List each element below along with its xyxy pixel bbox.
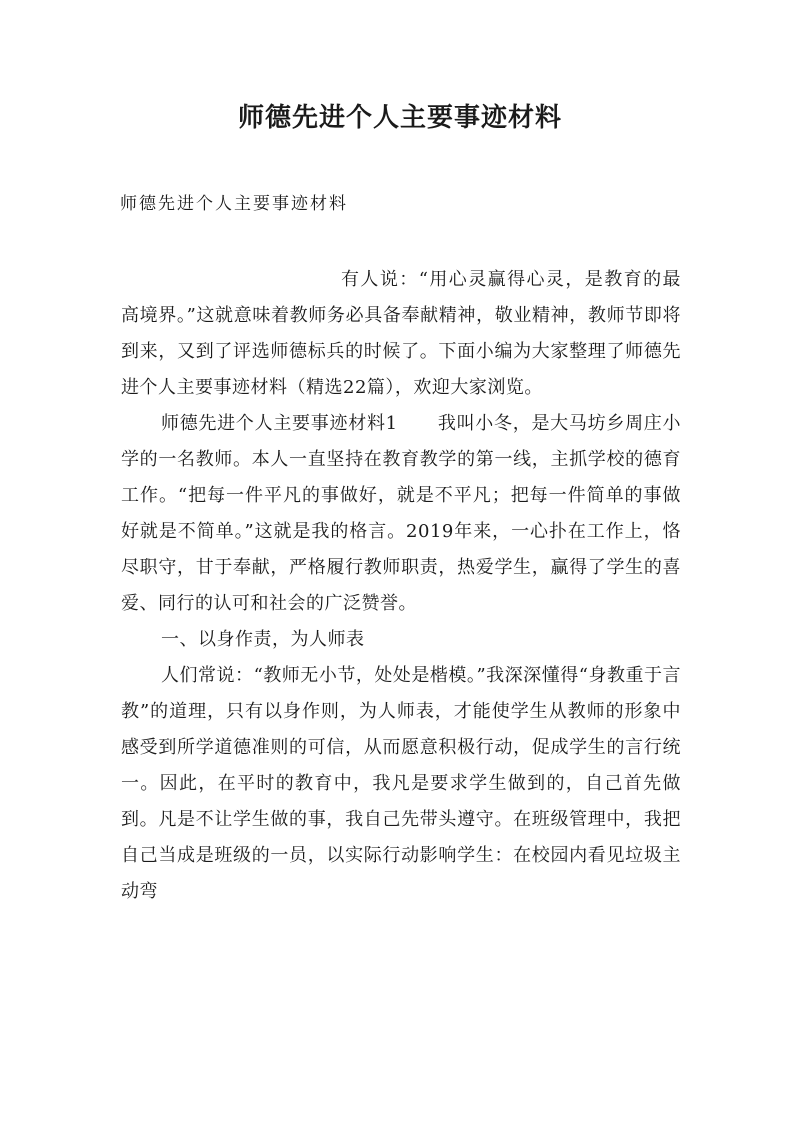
body-paragraph: 人们常说：“教师无小节，处处是楷模。”我深深懂得“身教重于言教”的道理，只有以身作则，为人师表，才能使学生从教师的形象中感受到所学道德准则的可信，从而愿意积极行动，促成学生的言行统一。因此，在平时的教育中，我凡是要求学生做到的，自己首先做到。凡是不让学生做的事，我自己先带头遵守。在班级管理中，我把自己当成是班级的一员，以实际行动影响学生：在校园内看见垃圾主动弯 [121,665,681,902]
intro-paragraph: 有人说：“用心灵赢得心灵，是教育的最高境界。”这就意味着教师务必具备奉献精神，敬业精神，教师节即将到来，又到了评选师德标兵的时候了。下面小编为大家整理了师德先进个人主要事迹材料（精选22篇），欢迎大家浏览。 [121,269,681,398]
document-subtitle: 师德先进个人主要事迹材料 [120,194,348,214]
section1-paragraph [121,406,681,622]
section-heading: 一、以身作责，为人师表 [161,629,365,650]
section1-text: 我叫小冬，是大马坊乡周庄小学的一名教师。本人一直坚持在教育教学的第一线，主抓学校的德育工作。“把每一件平凡的事做好，就是不平凡；把每一件简单的事做好就是不简单。”这就是我的格言。2019年来，一心扑在工作上，恪尽职守，甘于奉献，严格履行教师职责，热爱学生，赢得了学生的喜爱、同行的认可和社会的广泛赞誉。 [121,413,682,614]
section1-label: 师德先进个人主要事迹材料1 [161,413,398,434]
document-body [121,262,681,910]
document-title: 师德先进个人主要事迹材料 [237,103,562,133]
